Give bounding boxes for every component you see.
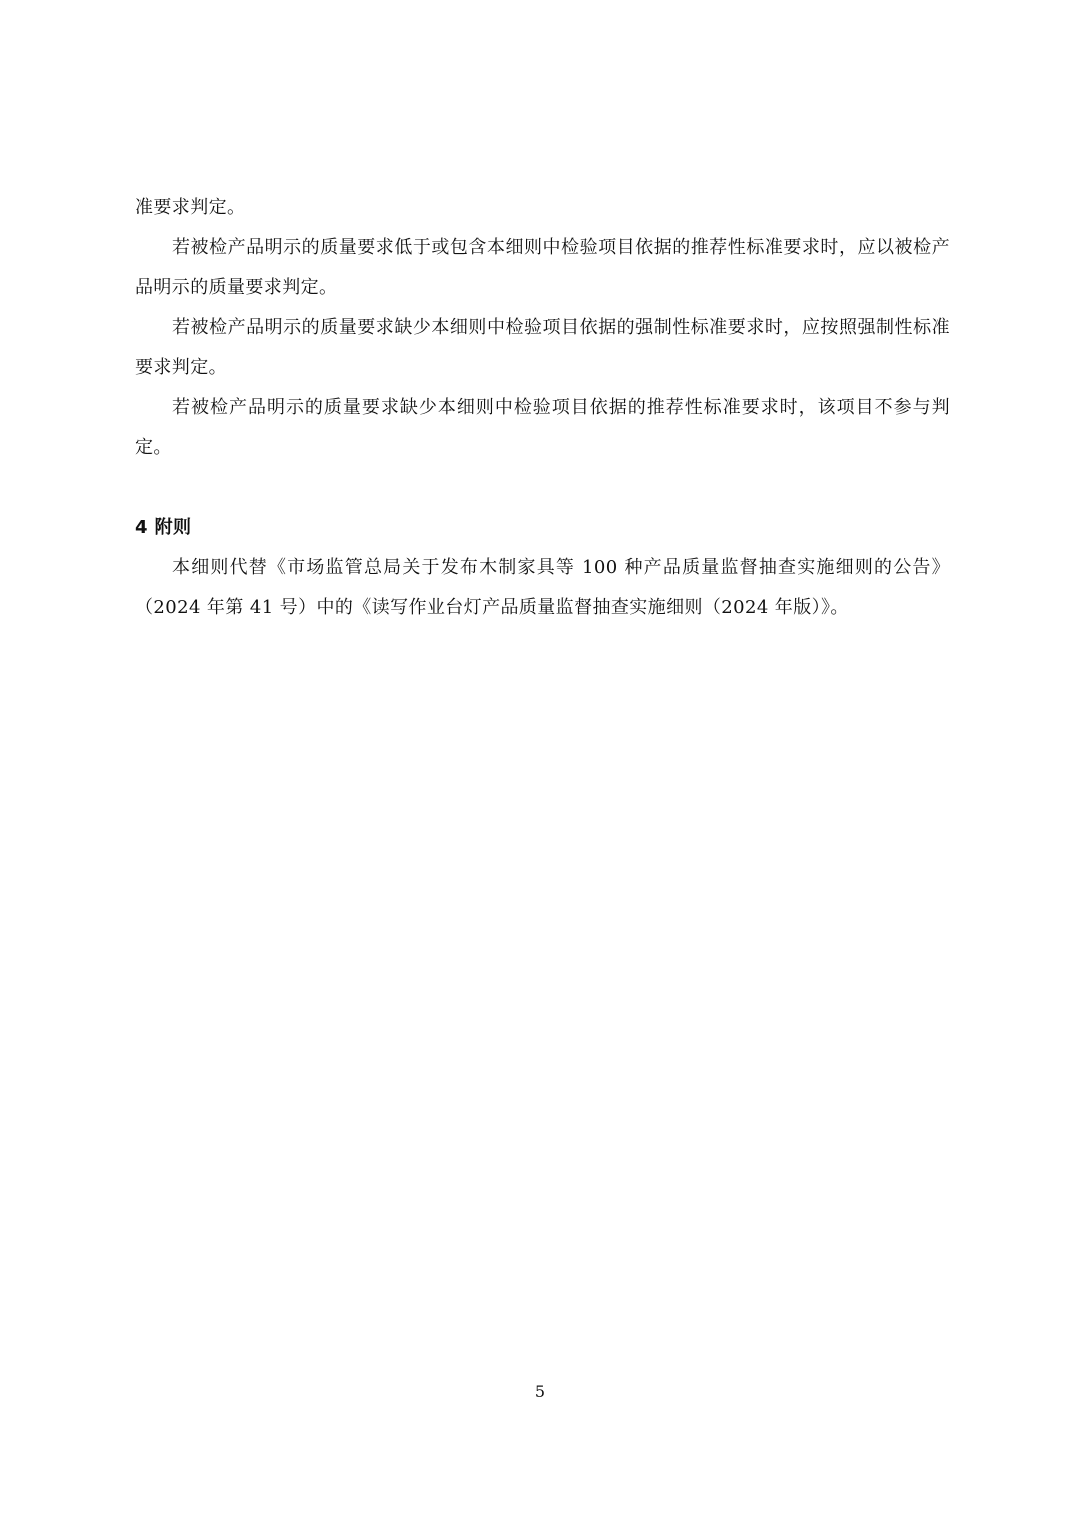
paragraph: 若被检产品明示的质量要求低于或包含本细则中检验项目依据的推荐性标准要求时，应以被检产品明示的质量要求判定。: [135, 237, 950, 298]
document-body: [135, 188, 950, 628]
page-number: 5: [534, 1382, 546, 1401]
section-heading: 4 附则: [135, 517, 192, 538]
paragraph: 本细则代替《市场监管总局关于发布木制家具等 100 种产品质量监督抽查实施细则的公告》（2024 年第 41 号）中的《读写作业台灯产品质量监督抽查实施细则（2024 年版）》。: [135, 557, 950, 618]
paragraph: 若被检产品明示的质量要求缺少本细则中检验项目依据的强制性标准要求时，应按照强制性标准要求判定。: [135, 317, 950, 378]
paragraph-continuation: 准要求判定。: [135, 197, 246, 218]
paragraph: 若被检产品明示的质量要求缺少本细则中检验项目依据的推荐性标准要求时，该项目不参与判定。: [135, 397, 950, 458]
